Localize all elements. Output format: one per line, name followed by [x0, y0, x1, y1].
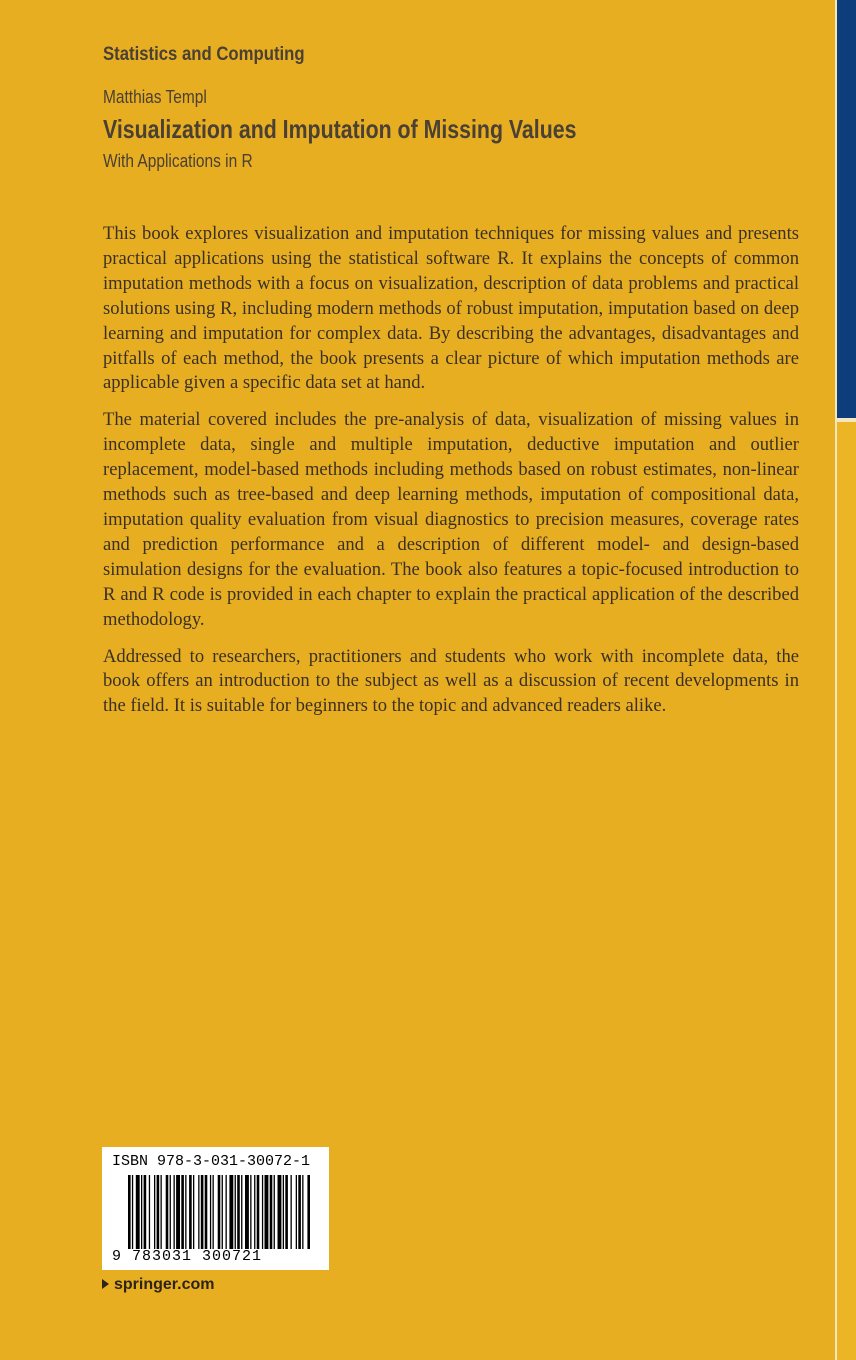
- barcode-bar: [307, 1175, 310, 1249]
- barcode-bar: [201, 1175, 204, 1249]
- barcode-bar: [141, 1175, 142, 1249]
- barcode-bar: [283, 1175, 284, 1249]
- description-paragraph-2: The material covered includes the pre-analysis of data, visualization of missing values in incomplete data, single and multiple imputation, deductive imputation and outlier replacement, model-based methods including methods based on robust estimates, non-linear methods such as tree-based and deep learning methods, imputation of compositional data, imputation quality evaluation from visual diagnostics to precision measures, coverage rates and prediction performance and a description of different model- and design-based simulation designs for the evaluation. The book also features a topic-focused introduction to R and R code is provided in each chapter to explain the practical application of the described methodology.: [103, 409, 799, 630]
- spine-blue-band: [837, 0, 856, 418]
- isbn-barcode: [102, 1147, 329, 1270]
- publisher-website[interactable]: [102, 1276, 214, 1294]
- barcode-bar: [291, 1175, 292, 1249]
- barcode-bar: [213, 1175, 214, 1249]
- book-description: [103, 222, 799, 731]
- barcode-bar: [205, 1175, 208, 1249]
- description-paragraph-3: Addressed to researchers, practitioners and students who work with incomplete data, the book offers an introduction to the subject as well as a discussion of recent developments in the field. It is suitable for beginners to the topic and advanced readers alike.: [103, 645, 799, 717]
- book-subtitle: With Applications in R: [103, 151, 253, 171]
- description-paragraph-1: This book explores visualization and imputation techniques for missing values and presents practical applications using the statistical software R. It explains the concepts of common imputation methods with a focus on visualization, description of data problems and practical solutions using R, including modern methods of robust imputation, imputation based on deep learning and imputation for complex data. By describing the advantages, disadvantages and pitfalls of each method, the book presents a clear picture of which imputation methods are applicable given a specific data set at hand.: [103, 223, 799, 394]
- barcode-bar: [149, 1175, 150, 1249]
- barcode-bar: [181, 1175, 184, 1249]
- barcode-bar: [189, 1175, 192, 1249]
- barcode-bar: [132, 1175, 133, 1249]
- isbn-label: ISBN 978-3-031-30072-1: [112, 1153, 311, 1170]
- arrow-right-icon: [102, 1279, 109, 1289]
- barcode-bar: [128, 1175, 131, 1249]
- website-label: springer.com: [114, 1276, 215, 1293]
- barcode-bar: [302, 1175, 303, 1249]
- author-name: Matthias Templ: [103, 87, 207, 107]
- barcode-bar: [274, 1175, 275, 1249]
- barcode-bar: [174, 1175, 175, 1249]
- series-name: Statistics and Computing: [103, 44, 305, 65]
- barcode-bar: [241, 1175, 242, 1249]
- barcode-bar: [144, 1175, 147, 1249]
- barcode-bar: [235, 1175, 236, 1249]
- barcode-bar: [250, 1175, 251, 1249]
- barcode-bar: [193, 1175, 194, 1249]
- barcode-bar: [229, 1175, 233, 1249]
- barcode-bar: [166, 1175, 169, 1249]
- book-title: Visualization and Imputation of Missing Values: [103, 114, 577, 144]
- barcode-bar: [262, 1175, 263, 1249]
- barcode-bar: [198, 1175, 199, 1249]
- barcode-bar: [270, 1175, 273, 1249]
- barcode-bar: [136, 1175, 140, 1249]
- barcode-bar: [210, 1175, 211, 1249]
- barcode-bar: [170, 1175, 171, 1249]
- barcode-bar: [157, 1175, 160, 1249]
- barcode-bar: [154, 1175, 155, 1249]
- barcode-bar: [226, 1175, 227, 1249]
- ean-digits: 9 783031 300721: [112, 1248, 263, 1265]
- barcode-bar: [296, 1175, 297, 1249]
- barcode-bar: [265, 1175, 269, 1249]
- barcode-bar: [298, 1175, 301, 1249]
- barcode-bar: [222, 1175, 223, 1249]
- barcode-bar: [161, 1175, 162, 1249]
- barcode-bar: [278, 1175, 282, 1249]
- barcode-bar: [218, 1175, 221, 1249]
- barcode-bar: [257, 1175, 260, 1249]
- barcode-bar: [245, 1175, 249, 1249]
- barcode-bar: [254, 1175, 255, 1249]
- barcode-bar: [185, 1175, 186, 1249]
- barcode-bar: [285, 1175, 288, 1249]
- barcode-bar: [176, 1175, 180, 1249]
- spine-yellow-band: [837, 422, 856, 1360]
- barcode-bar: [237, 1175, 240, 1249]
